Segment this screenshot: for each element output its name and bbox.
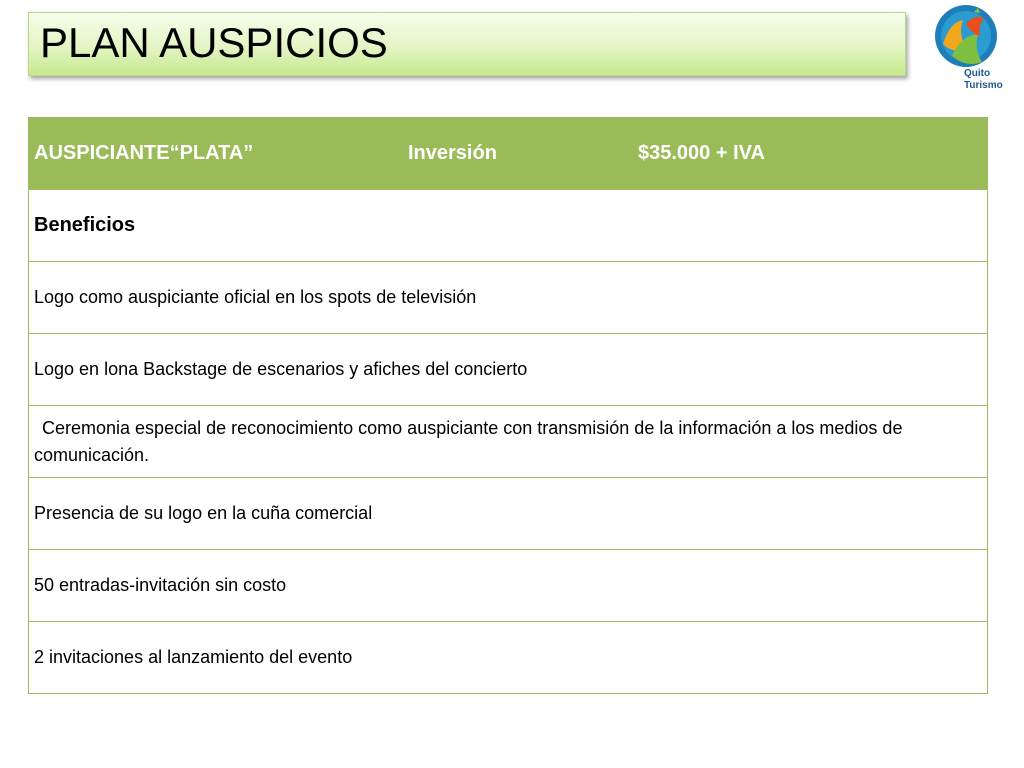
- benefit-item: [29, 406, 988, 478]
- slide-title: PLAN AUSPICIOS: [40, 19, 388, 66]
- logo-wordmark: [964, 68, 1003, 92]
- table-row: [29, 334, 988, 406]
- benefit-item: Presencia de su logo en la cuña comercial: [29, 478, 988, 550]
- benefit-item: 50 entradas-invitación sin costo: [29, 550, 988, 622]
- benefit-item: 2 invitaciones al lanzamiento del evento: [29, 622, 988, 694]
- benefits-heading: Beneficios: [29, 190, 988, 262]
- logo-line-quito: Quito: [964, 68, 991, 79]
- table-row: [29, 478, 988, 550]
- quito-turismo-logo: [930, 4, 1014, 94]
- sponsorship-table: [28, 117, 988, 694]
- title-banner: [28, 12, 906, 76]
- benefit-item: Logo como auspiciante oficial en los spots de televisión: [29, 262, 988, 334]
- table-row: [29, 262, 988, 334]
- benefit-text: Ceremonia especial de reconocimiento como auspiciante con transmisión de la información a los medios de comunicación.: [34, 417, 903, 465]
- investment-amount: $35.000 + IVA: [638, 142, 765, 164]
- quito-turismo-logo-icon: [930, 4, 1014, 70]
- table-row: [29, 406, 988, 478]
- sponsor-level: AUSPICIANTE“PLATA”: [34, 142, 254, 164]
- logo-line-turismo: Turismo: [964, 80, 1003, 91]
- benefits-heading-row: [29, 190, 988, 262]
- table-row: [29, 550, 988, 622]
- investment-label: Inversión: [408, 142, 497, 164]
- table-row: [29, 622, 988, 694]
- benefit-item: Logo en lona Backstage de escenarios y afiches del concierto: [29, 334, 988, 406]
- table-header-row: [29, 118, 988, 190]
- table-header-cell: [29, 118, 988, 190]
